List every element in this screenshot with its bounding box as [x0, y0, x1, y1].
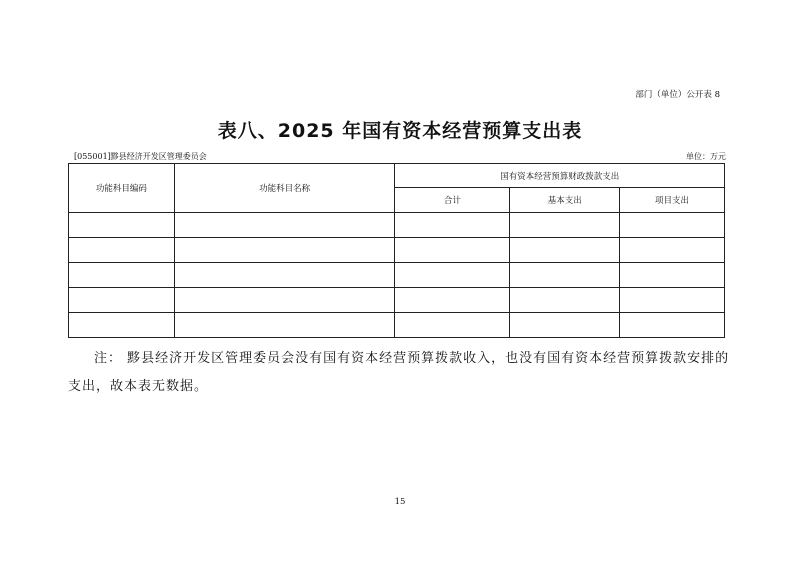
table-row [69, 238, 725, 263]
header-function-name: 功能科目名称 [174, 164, 395, 213]
table-row [69, 213, 725, 238]
table-note: 注： 黟县经济开发区管理委员会没有国有资本经营预算拨款收入，也没有国有资本经营预算拨款安排的支出，故本表无数据。 [68, 351, 730, 394]
table-row [69, 263, 725, 288]
page-title: 表八、2025 年国有资本经营预算支出表 [217, 120, 583, 142]
header-group-expenditure: 国有资本经营预算财政拨款支出 [395, 164, 725, 188]
unit-organization: [055001]黟县经济开发区管理委员会 [74, 152, 207, 161]
page-number: 15 [394, 497, 406, 507]
table-row [69, 313, 725, 338]
header-total: 合计 [395, 188, 510, 213]
currency-unit: 单位：万元 [686, 152, 726, 161]
table-meta-row [74, 151, 726, 162]
document-code: 部门（单位）公开表 8 [635, 90, 720, 100]
expenditure-table [68, 163, 725, 338]
header-basic-expenditure: 基本支出 [510, 188, 620, 213]
table-row [69, 288, 725, 313]
header-project-expenditure: 项目支出 [620, 188, 725, 213]
header-function-code: 功能科目编码 [69, 164, 175, 213]
